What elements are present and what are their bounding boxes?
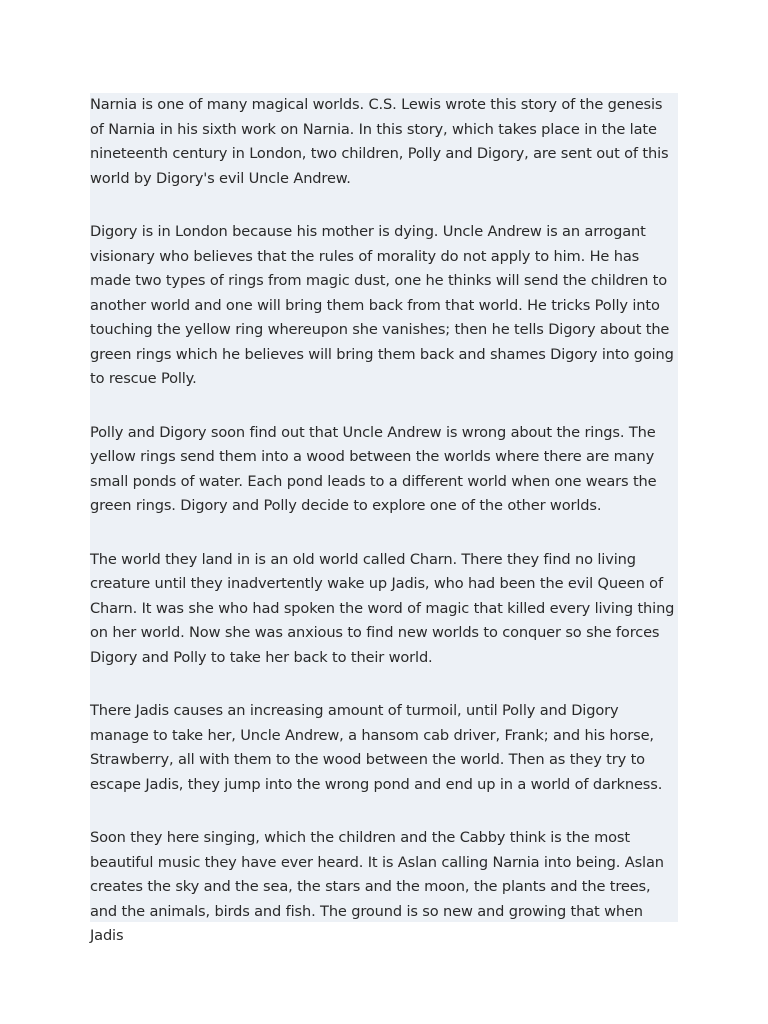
text-block — [90, 93, 678, 944]
paragraph-5: There Jadis causes an increasing amount of turmoil, until Polly and Digory manage to take her, Uncle Andrew, a hansom cab driver, Frank; and his horse, Strawberry, all with them to the wood between the world. Then as they try to escape Jadis, they jump into the wrong pond and end up in a world of darkness. — [90, 702, 663, 793]
paragraph-2: Digory is in London because his mother is dying. Uncle Andrew is an arrogant visionary who believes that the rules of morality do not apply to him. He has made two types of rings from magic dust, one he thinks will send the children to another world and one will bring them back from that world. He tricks Polly into touching the yellow ring whereupon she vanishes; then he tells Digory about the green rings which he believes will bring them back and shames Digory into going to rescue Polly. — [90, 223, 674, 387]
paragraph-6: Soon they here singing, which the children and the Cabby think is the most beautiful music they have ever heard. It is Aslan calling Narnia into being. Aslan creates the sky and the sea, the stars and the moon, the plants and the trees, and the animals, birds and fish. The ground is so new and growing that when Jadis — [90, 829, 664, 944]
paragraph-1: Narnia is one of many magical worlds. C.S. Lewis wrote this story of the genesis of Narnia in his sixth work on Narnia. In this story, which takes place in the late nineteenth century in London, two children, Polly and Digory, are sent out of this world by Digory's evil Uncle Andrew. — [90, 96, 669, 187]
paragraph-4: The world they land in is an old world called Charn. There they find no living creature until they inadvertently wake up Jadis, who had been the evil Queen of Charn. It was she who had spoken the word of magic that killed every living thing on her world. Now she was anxious to find new worlds to conquer so she forces Digory and Polly to take her back to their world. — [90, 550, 675, 666]
paragraph-3: Polly and Digory soon find out that Uncle Andrew is wrong about the rings. The yellow rings send them into a wood between the worlds where there are many small ponds of water. Each pond leads to a different world when one wears the green rings. Digory and Polly decide to explore one of the other worlds. — [90, 423, 657, 514]
